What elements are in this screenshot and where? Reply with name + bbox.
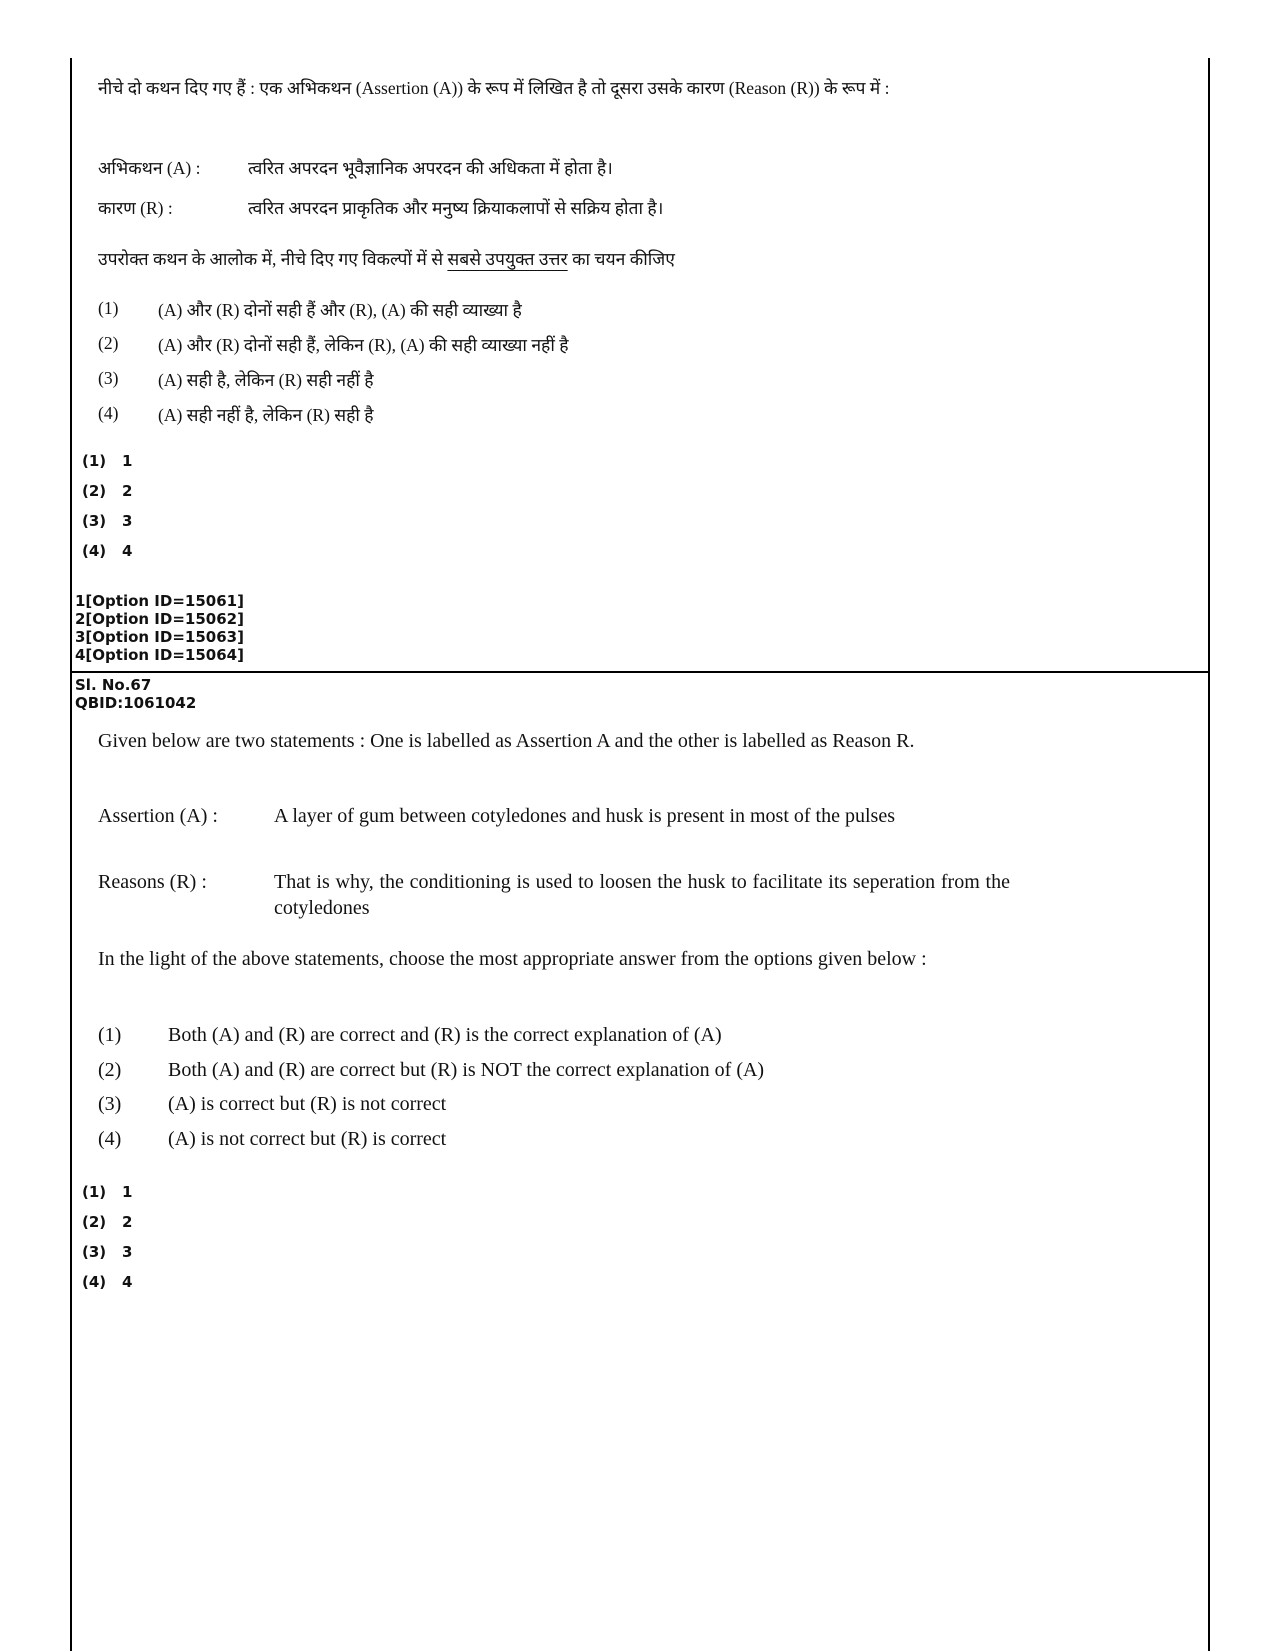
- q66-option-text: (A) सही नहीं है, लेकिन (R) सही है: [158, 405, 374, 425]
- answer-value: 4: [122, 1273, 133, 1291]
- sl-no: Sl. No.67: [75, 676, 152, 694]
- q67-answer-list: [82, 1177, 132, 1297]
- answer-value: 3: [122, 512, 133, 530]
- q67-reason-text: That is why, the conditioning is used to loosen the husk to facilitate its seperation from the cotyledones: [274, 871, 1010, 919]
- answer-value: 1: [122, 452, 133, 470]
- q66-assertion-row: [98, 156, 613, 180]
- qbid: QBID:1061042: [75, 694, 197, 712]
- q67-option-number: (1): [98, 1024, 122, 1046]
- q66-option-text: (A) और (R) दोनों सही हैं, लेकिन (R), (A) की सही व्याख्या नहीं है: [158, 335, 569, 355]
- q66-reason-row: [98, 196, 663, 220]
- answer-value: 3: [122, 1243, 133, 1261]
- q66-option-text: (A) और (R) दोनों सही हैं और (R), (A) की सही व्याख्या है: [158, 300, 522, 320]
- q67-header: [75, 676, 196, 712]
- answer-number: (3): [82, 512, 107, 530]
- q66-answer-3: [82, 506, 132, 536]
- option-id: 2[Option ID=15062]: [75, 610, 244, 628]
- q66-option-number: (4): [98, 403, 119, 423]
- answer-number: (2): [82, 482, 107, 500]
- q66-intro: नीचे दो कथन दिए गए हैं : एक अभिकथन (Assertion (A)) के रूप में लिखित है तो दूसरा उसके कारण (Reason (R)) के रूप में :: [98, 78, 890, 98]
- q66-answer-4: [82, 536, 132, 566]
- option-id: 1[Option ID=15061]: [75, 592, 244, 610]
- q67-reason-label: Reasons (R) :: [98, 871, 207, 893]
- answer-number: (4): [82, 1273, 107, 1291]
- q67-answer-1: [82, 1177, 132, 1207]
- q67-assertion-row: [98, 803, 1010, 829]
- q66-assertion-text: त्वरित अपरदन भूवैज्ञानिक अपरदन की अधिकता में होता है।: [248, 158, 613, 178]
- q67-assertion-text: A layer of gum between cotyledones and husk is present in most of the pulses: [274, 805, 895, 827]
- q66-instruction-underlined: सबसे उपयुक्त उत्तर: [447, 249, 568, 269]
- option-id: 3[Option ID=15063]: [75, 628, 244, 646]
- q67-option-4: [98, 1126, 446, 1152]
- page-border-left: [70, 58, 72, 1651]
- q66-option-1: [98, 298, 522, 322]
- q67-assertion-label: Assertion (A) :: [98, 805, 218, 827]
- q66-option-text: (A) सही है, लेकिन (R) सही नहीं है: [158, 370, 374, 390]
- q67-option-1: [98, 1022, 722, 1048]
- answer-value: 4: [122, 542, 133, 560]
- q67-option-text: Both (A) and (R) are correct but (R) is NOT the correct explanation of (A): [168, 1059, 765, 1081]
- q66-instruction-pre: उपरोक्त कथन के आलोक में, नीचे दिए गए विकल्पों में से: [98, 249, 448, 269]
- answer-number: (1): [82, 1183, 107, 1201]
- q67-instruction: In the light of the above statements, choose the most appropriate answer from the options given below :: [98, 948, 927, 970]
- q66-answer-2: [82, 476, 132, 506]
- q67-option-number: (2): [98, 1059, 122, 1081]
- q66-assertion-label: अभिकथन (A) :: [98, 158, 201, 178]
- q66-option-2: [98, 333, 569, 357]
- q66-option-3: [98, 368, 374, 392]
- page-border-right: [1208, 58, 1210, 1651]
- answer-value: 2: [122, 482, 133, 500]
- q66-instruction: [98, 247, 675, 271]
- q67-option-2: [98, 1057, 764, 1083]
- q67-answer-3: [82, 1237, 132, 1267]
- q66-option-number: (2): [98, 333, 119, 353]
- q67-option-number: (4): [98, 1128, 122, 1150]
- q66-answer-1: [82, 446, 132, 476]
- q66-reason-label: कारण (R) :: [98, 198, 173, 218]
- q67-option-text: (A) is not correct but (R) is correct: [168, 1128, 447, 1150]
- q66-instruction-post: का चयन कीजिए: [567, 249, 675, 269]
- q66-option-id-list: [75, 592, 244, 664]
- q67-option-text: Both (A) and (R) are correct and (R) is the correct explanation of (A): [168, 1024, 722, 1046]
- answer-number: (4): [82, 542, 107, 560]
- q67-intro: Given below are two statements : One is labelled as Assertion A and the other is labelled as Reason R.: [98, 730, 915, 752]
- answer-value: 2: [122, 1213, 133, 1231]
- option-id: 4[Option ID=15064]: [75, 646, 244, 664]
- q66-option-4: [98, 403, 374, 427]
- question-divider: [70, 671, 1210, 673]
- q67-option-3: [98, 1091, 446, 1117]
- q66-option-number: (3): [98, 368, 119, 388]
- q66-reason-text: त्वरित अपरदन प्राकृतिक और मनुष्य क्रियाकलापों से सक्रिय होता है।: [248, 198, 664, 218]
- q67-option-number: (3): [98, 1093, 122, 1115]
- q67-answer-4: [82, 1267, 132, 1297]
- q67-reason-row: [98, 869, 1010, 921]
- answer-value: 1: [122, 1183, 133, 1201]
- answer-number: (3): [82, 1243, 107, 1261]
- q66-answer-list: [82, 446, 132, 566]
- answer-number: (2): [82, 1213, 107, 1231]
- q66-option-number: (1): [98, 298, 119, 318]
- answer-number: (1): [82, 452, 107, 470]
- q67-answer-2: [82, 1207, 132, 1237]
- q67-option-text: (A) is correct but (R) is not correct: [168, 1093, 447, 1115]
